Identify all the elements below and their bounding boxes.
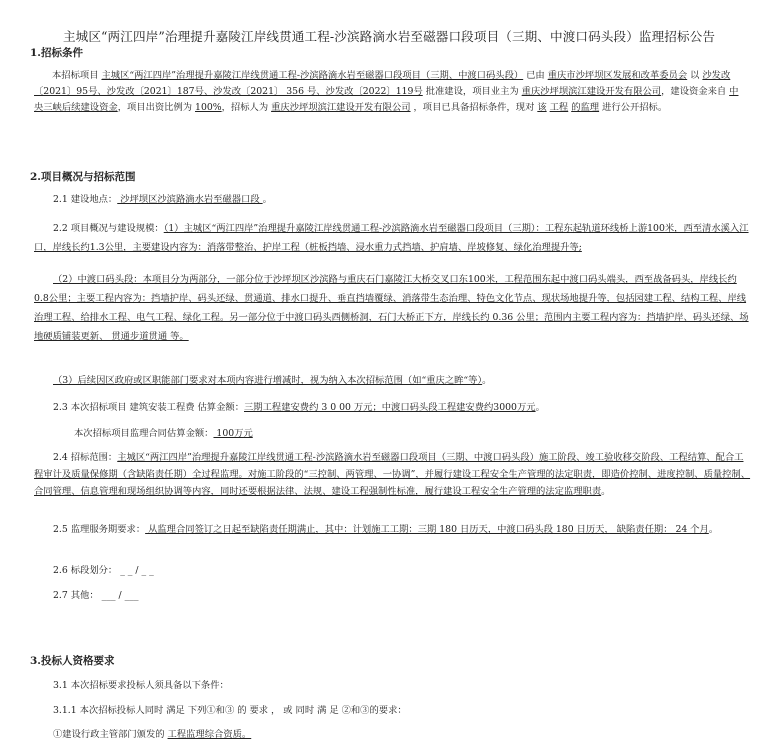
section-2-heading: 2.项目概况与招标范围 xyxy=(30,171,136,183)
p1-supervision: 的监理 xyxy=(571,102,600,113)
section-1-paragraph xyxy=(34,68,742,116)
item-2-4 xyxy=(34,449,752,500)
condition-1-qualification: 工程监理综合资质。 xyxy=(167,729,252,740)
p1-text-f: ，项目出资比例为 xyxy=(117,102,196,113)
p1-fund-ratio: 100% xyxy=(195,102,222,113)
item-3-1-1: 3.1.1 本次招标投标人同时 满足 下列①和③ 的 要求 ， 或 同时 满 足 ②和③的要求： xyxy=(53,705,407,716)
item-2-1-value: 沙坪坝区沙滨路滴水岩至磁器口段 xyxy=(117,194,263,205)
item-2-3-label: 2.3 本次招标项目 建筑安装工程费 估算金额： xyxy=(53,402,244,413)
p1-approval-docs: 沙发改〔2021〕95号、沙发改〔2021〕187号、沙发改〔2021〕 356 号、沙发改〔2022〕119号 xyxy=(34,70,731,97)
p1-text-a: 本招标项目 xyxy=(52,70,102,81)
item-2-6 xyxy=(53,562,154,576)
item-2-2-part3 xyxy=(53,372,491,386)
p1-fund-source: 中央三峡后续建设资金 xyxy=(34,86,739,113)
item-2-3-value: 三期工程建安费约 3 0 00 万元；中渡口码头段工程建安费约3000万元 xyxy=(244,402,536,413)
item-2-2-part2 xyxy=(34,270,752,346)
p1-project-name: 主城区“两江四岸”治理提升嘉陵江岸线贯通工程-沙滨路滴水岩至磁器口段项目（三期、中渡口码头段） xyxy=(101,70,524,81)
item-2-1-label: 2.1 建设地点： xyxy=(53,194,118,205)
item-2-1-end: 。 xyxy=(262,194,272,205)
p1-text-d: 批准建设，项目业主为 xyxy=(422,86,522,97)
item-2-2-part1: （1）主城区“两江四岸”治理提升嘉陵江岸线贯通工程-沙滨路滴水岩至磁器口段项目（三期）：工程东起轨道环线桥上游100米，西至清水溪入江口，岸线长约1.3公里，主要建设内容为：消落带整治、护岸工程（桩板挡墙、浸水重力式挡墙、护肩墙、岸坡修复、绿化治理提升等; xyxy=(34,223,749,253)
p1-text-g: ，招标人为 xyxy=(221,102,272,113)
section-3-heading: 3.投标人资格要求 xyxy=(30,655,115,667)
p1-text-e: ，建设资金来自 xyxy=(661,86,730,97)
item-2-2-part3-end: 。 xyxy=(482,375,492,386)
item-2-3 xyxy=(53,399,545,413)
p1-text-c: 以 xyxy=(687,70,703,81)
item-2-6-value: _ _ / _ _ xyxy=(117,565,154,576)
item-2-2-part3-text: （3）后续因区政府或区职能部门要求对本项内容进行增减时，视为纳入本次招标范围（如“重庆之眸“等） xyxy=(53,375,483,386)
item-2-3-contract xyxy=(74,425,253,439)
item-3-1: 3.1 本次招标要求投标人须具备以下条件： xyxy=(53,680,229,691)
item-2-7 xyxy=(53,587,139,601)
item-2-3-contract-value: 100万元 xyxy=(213,428,253,439)
item-2-3-contract-label: 本次招标项目监理合同估算金额： xyxy=(74,428,214,439)
p1-owner: 重庆沙坪坝滨江建设开发有限公司 xyxy=(521,86,662,97)
item-2-4-label: 2.4 招标范围： xyxy=(53,452,118,463)
item-2-2-label: 2.2 项目概况与建设规模： xyxy=(53,223,164,234)
item-2-5 xyxy=(34,521,752,538)
p1-text-b: 已由 xyxy=(523,70,548,81)
page-title: 主城区“两江四岸”治理提升嘉陵江岸线贯通工程-沙滨路滴水岩至磁器口段项目（三期、中渡口码头段）监理招标公告 xyxy=(62,29,716,44)
item-2-5-label: 2.5 监理服务期要求： xyxy=(53,524,146,535)
p1-text-h: ，项目已具备招标条件，现对 xyxy=(410,102,538,113)
condition-1-text: ①建设行政主管部门颁发的 xyxy=(53,729,168,740)
item-2-7-label: 2.7 其他： xyxy=(53,590,99,601)
item-2-6-label: 2.6 标段划分： xyxy=(53,565,118,576)
item-2-2 xyxy=(34,219,752,257)
item-2-3-end: 。 xyxy=(535,402,545,413)
item-2-1 xyxy=(53,191,272,205)
p1-tenderer: 重庆沙坪坝滨江建设开发有限公司 xyxy=(271,102,411,113)
p1-text-k: 进行公开招标。 xyxy=(599,102,668,113)
item-2-4-value: 主城区“两江四岸”治理提升嘉陵江岸线贯通工程-沙滨路滴水岩至磁器口段项目（三期、中渡口码头段）施工阶段、竣工验收移交阶段、工程结算、配合工程审计及质量保修期（含缺陷责任期）全过程监理。对施工阶段的“三控制、两管理、一协调”，并履行建设工程安全生产管理的法定职责，即造价控制、进度控制、质量控制、合同管理、信息管理和现场组织协调等内容，同时还要根据法律、法规、建设工程强制性标准，履行建设工程安全生产管理的法定监理职责 xyxy=(34,452,751,497)
condition-1 xyxy=(53,726,251,740)
item-2-5-value: 从监理合同签订之日起至缺陷责任期满止，其中：计划施工工期：三期 180 日历天，中渡口码头段 180 日历天， 缺陷责任期： 24 个月 xyxy=(145,524,709,535)
p1-project: 工程 xyxy=(549,102,569,113)
section-1-heading: 1.招标条件 xyxy=(30,47,83,59)
item-2-2-part2-text: （2）中渡口码头段：本项目分为两部分，一部分位于沙坪坝区沙滨路与重庆石门嘉陵江大桥交叉口东100米，工程范围东起中渡口码头端头，西至战备码头，岸线长约 0.8公里；主要工程内容为：挡墙护岸、码头还绿、贯通道、排水口提升、垂直挡墙覆绿、消落带生态治理、特色文化节点、现状场地提升等，包括园建工程、结构工程、岸线治理工程、给排水工程、电气工程、绿化工程。另一部分位于中渡口码头西侧桥洞，石门大桥正下方，岸线长约 0.36 公里；范围内主要工程内容为：挡墙护岸、码头还绿、场地硬质铺装更新、 贯通步道贯通 等。 xyxy=(34,274,749,342)
p1-approver: 重庆市沙坪坝区发展和改革委员会 xyxy=(547,70,688,81)
item-2-5-end: 。 xyxy=(708,524,719,535)
p1-this: 该 xyxy=(537,102,547,113)
item-2-4-end: 。 xyxy=(601,486,611,497)
item-2-7-value: ___ / ___ xyxy=(98,590,139,601)
